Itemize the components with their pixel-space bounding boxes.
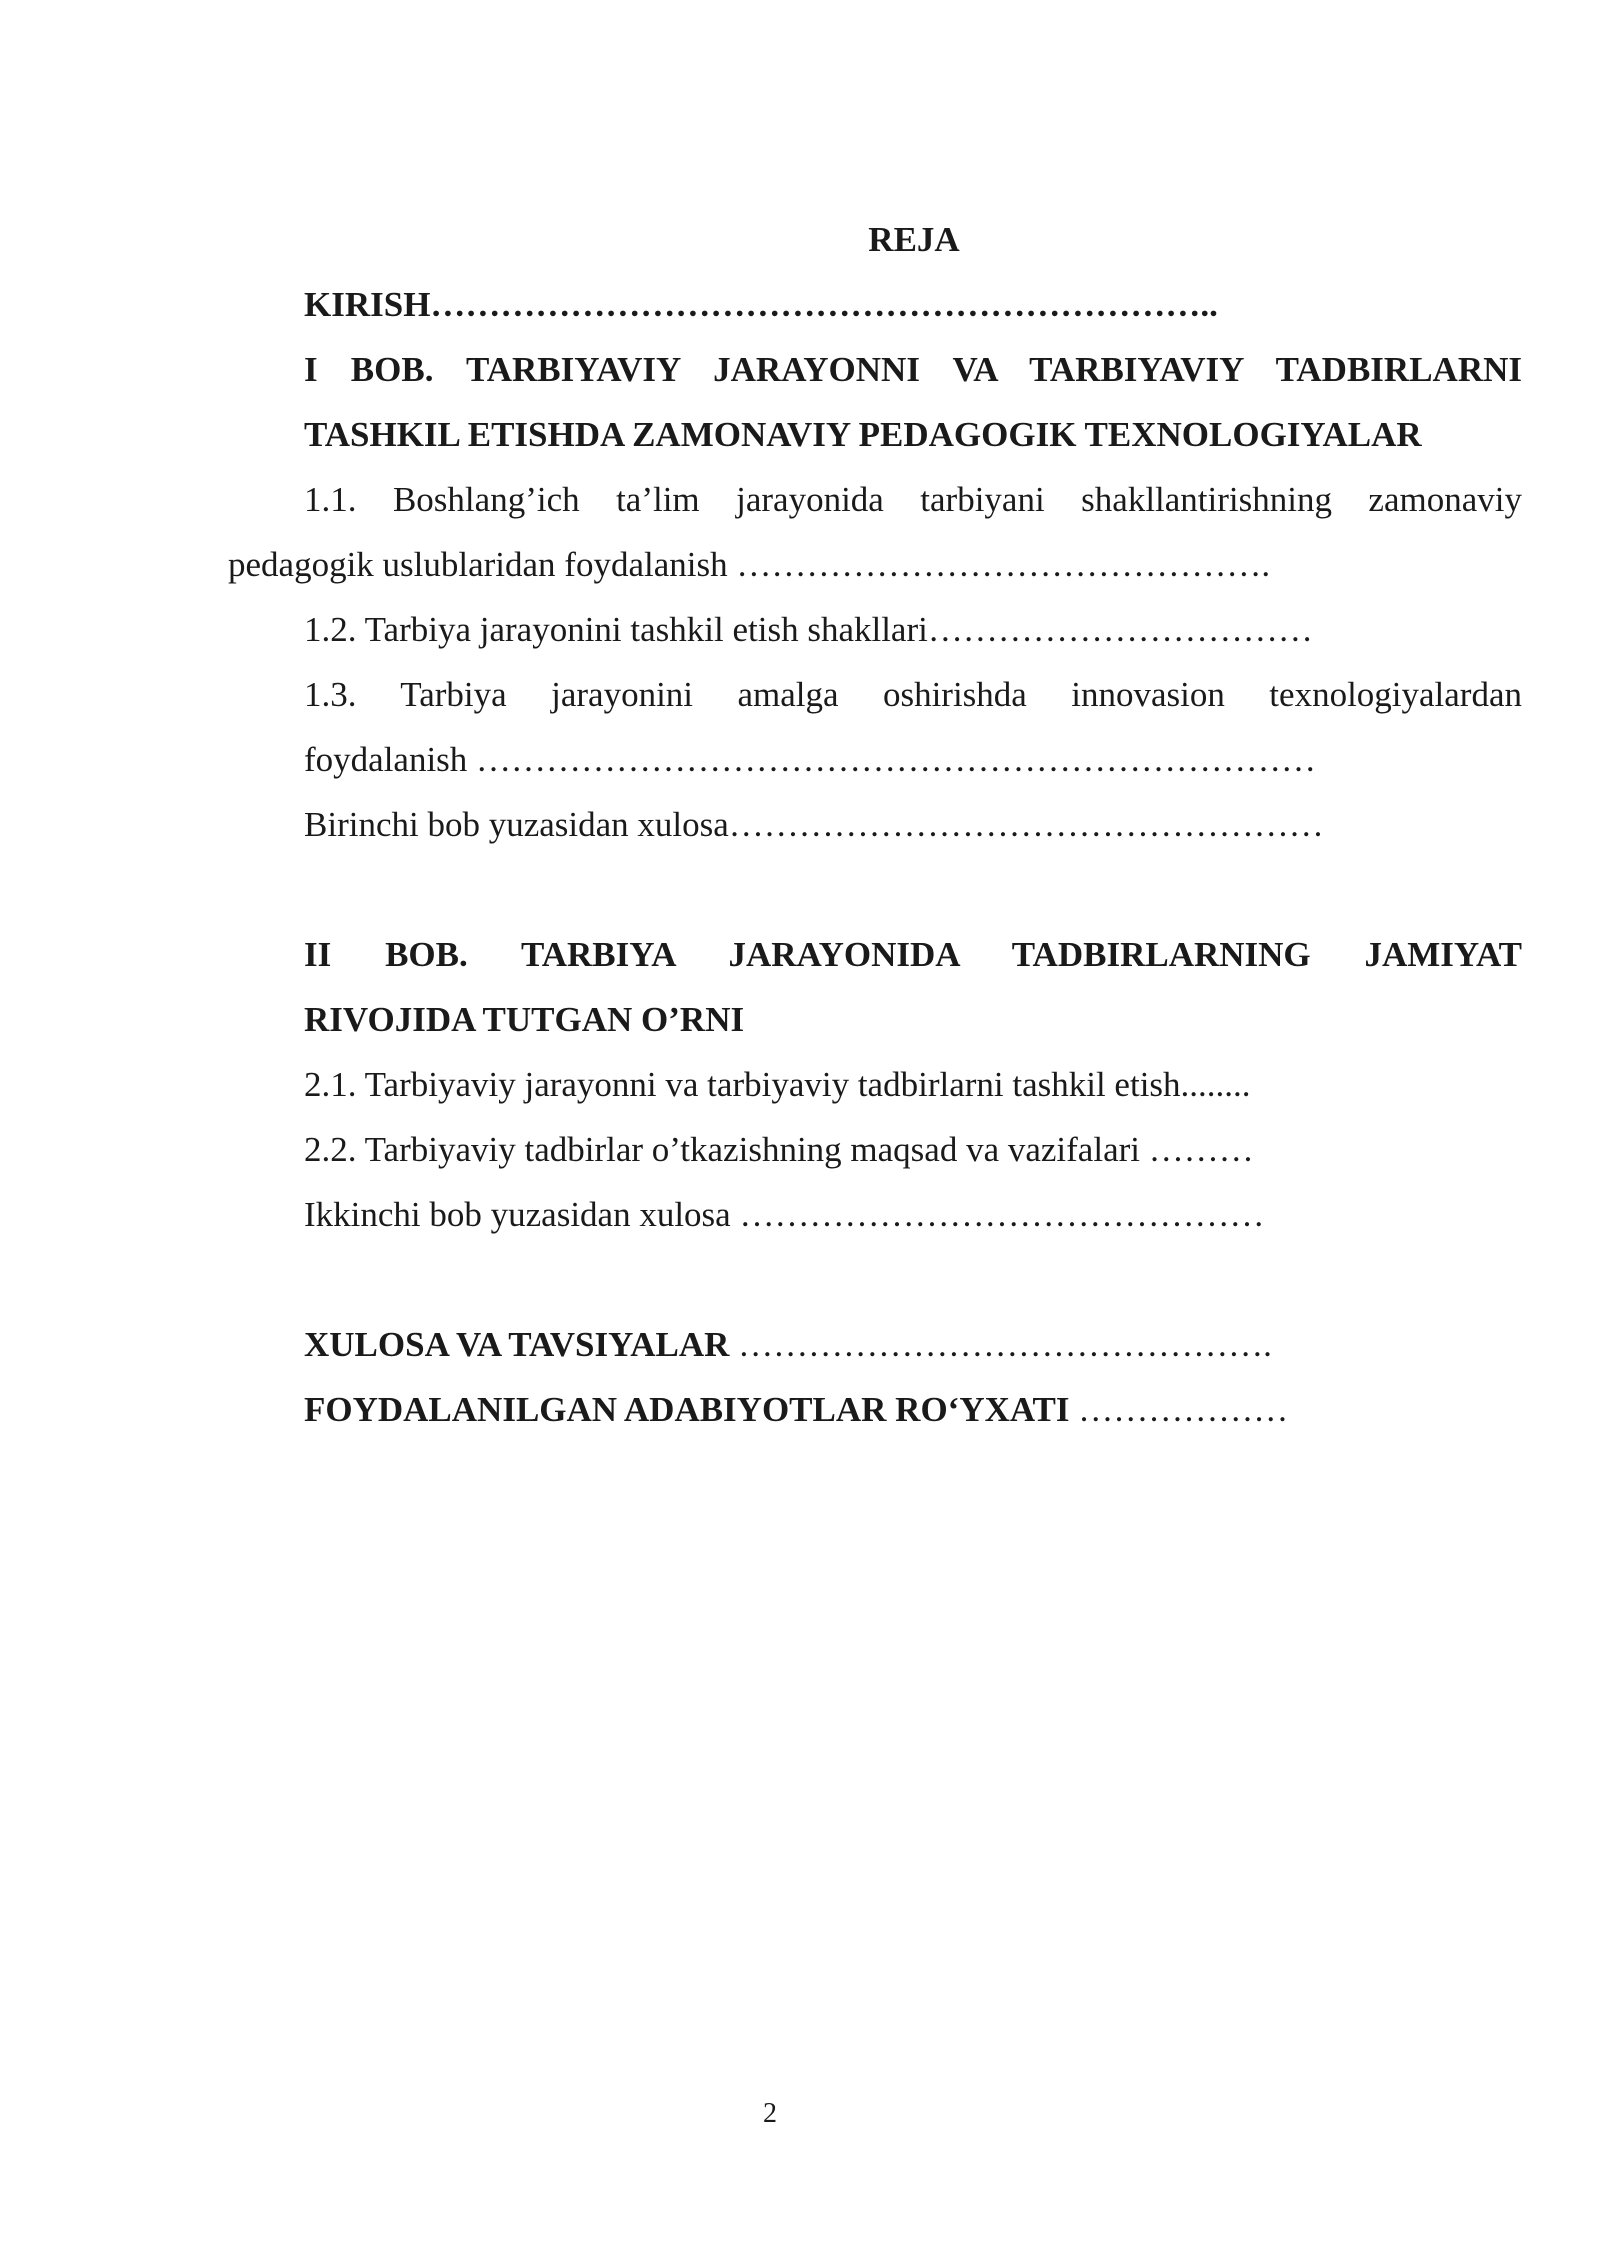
toc-item-1-1-line1: 1.1. Boshlang’ich ta’lim jarayonida tarbiyani shakllantirishning zamonaviy [304, 480, 1522, 519]
toc-references-dots: ……………… [1069, 1390, 1289, 1429]
toc-chapter2-heading-line2: RIVOJIDA TUTGAN O’RNI [304, 1000, 745, 1039]
toc-introduction: KIRISH………………………………………………………….. [304, 285, 1218, 324]
toc-conclusions-dots: ………………………………………. [729, 1325, 1272, 1364]
toc-conclusions [304, 1323, 1272, 1367]
toc-chapter1-conclusion: Birinchi bob yuzasidan xulosa…………………………………………… [304, 805, 1324, 844]
toc-references [304, 1388, 1288, 1432]
page-title: REJA [868, 220, 960, 259]
page-number: 2 [763, 2098, 777, 2129]
toc-item-2-1: 2.1. Tarbiyaviy jarayonni va tarbiyaviy tadbirlarni tashkil etish........ [304, 1065, 1251, 1104]
toc-chapter1-heading-line1: I BOB. TARBIYAVIY JARAYONNI VA TARBIYAVIY TADBIRLARNI [304, 350, 1522, 389]
toc-item-1-2: 1.2. Tarbiya jarayonini tashkil etish shakllari…………………………… [304, 610, 1313, 649]
toc-conclusions-heading: XULOSA VA TAVSIYALAR [304, 1325, 730, 1364]
toc-item-2-2: 2.2. Tarbiyaviy tadbirlar o’tkazishning maqsad va vazifalari ……… [304, 1130, 1254, 1169]
toc-item-1-3-line1: 1.3. Tarbiya jarayonini amalga oshirishda innovasion texnologiyalardan [304, 675, 1522, 714]
toc-item-1-3-line2: foydalanish ……………………………………………………………… [304, 740, 1317, 779]
toc-chapter1-heading-line2: TASHKIL ETISHDA ZAMONAVIY PEDAGOGIK TEXNOLOGIYALAR [304, 415, 1422, 454]
toc-references-heading: FOYDALANILGAN ADABIYOTLAR RO‘YXATI [304, 1390, 1070, 1429]
toc-chapter2-heading-line1: II BOB. TARBIYA JARAYONIDA TADBIRLARNING JAMIYAT [304, 935, 1522, 974]
toc-item-1-1-line2: pedagogik uslublaridan foydalanish ………………………………………. [228, 545, 1271, 584]
toc-chapter2-conclusion: Ikkinchi bob yuzasidan xulosa ……………………………………… [304, 1195, 1265, 1234]
